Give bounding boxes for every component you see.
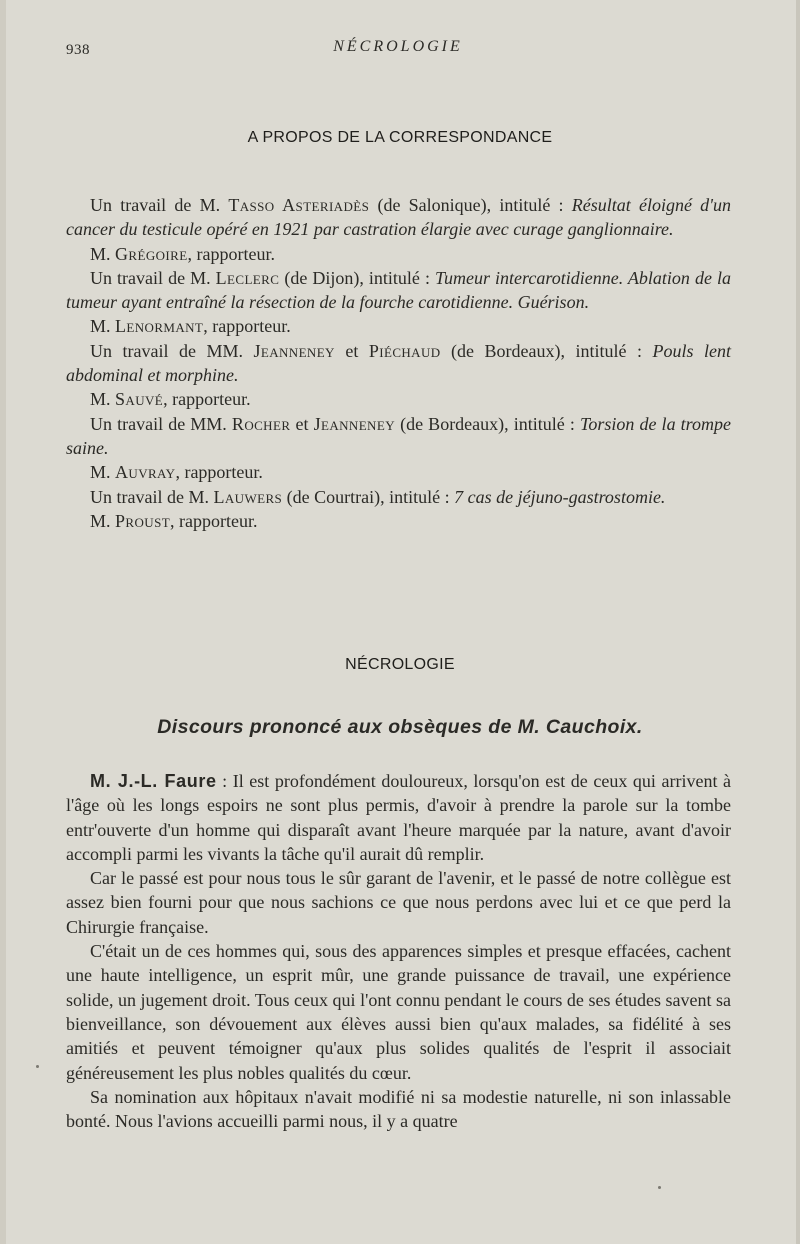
speaker-name: M. J.-L. Faure <box>90 771 217 791</box>
correspondance-list <box>66 193 731 533</box>
work-title: Tumeur intercarotidienne. Ablation de la tumeur ayant entraîné la résection de la fourche carotidienne. Guérison. <box>66 267 731 313</box>
margin-speck <box>658 1186 661 1189</box>
author-name: Jeanneney <box>253 340 335 361</box>
author-name: Lauwers <box>213 486 283 507</box>
page-number: 938 <box>66 42 90 58</box>
correspondance-heading: A PROPOS DE LA CORRESPONDANCE <box>247 129 553 146</box>
work-title: 7 cas de jéjuno-gastrostomie. <box>454 486 666 507</box>
correspondance-entry: Un travail de M. Leclerc (de Dijon), intitulé : Tumeur intercarotidienne. Ablation de la tumeur ayant entraîné la résection de la fourche carotidienne. Guérison. <box>66 267 731 313</box>
author-name: Piéchaud <box>368 340 441 361</box>
discours-body <box>66 769 731 1133</box>
rapporteur-line: M. Grégoire, rapporteur. <box>90 243 276 264</box>
rapporteur-name: Lenormant <box>115 316 204 337</box>
author-name: Rocher <box>231 413 291 434</box>
discours-paragraph: Car le passé est pour nous tous le sûr garant de l'avenir, et le passé de notre collègue est assez bien fourni pour que nous sachions ce que nous perdons avec lui et ce que perd la Chirurgie française. <box>66 868 731 937</box>
rapporteur-line: M. Auvray, rapporteur. <box>90 462 263 483</box>
author-name: Tasso Asteriadès <box>228 195 370 215</box>
necrologie-heading: NÉCROLOGIE <box>345 656 455 673</box>
page-edge-left <box>0 0 6 1244</box>
work-title: Torsion de la trompe saine. <box>66 413 731 458</box>
page-edge-right <box>796 0 800 1244</box>
rapporteur-line: M. Lenormant, rapporteur. <box>90 316 291 337</box>
author-name: Jeanneney <box>313 413 395 434</box>
work-title: Pouls lent abdominal et morphine. <box>66 340 732 386</box>
author-name: Leclerc <box>215 267 280 288</box>
rapporteur-name: Auvray <box>115 462 176 483</box>
work-title: Résultat éloigné d'un cancer du testicule opéré en 1921 par castration élargie avec curage ganglionnaire. <box>66 195 732 240</box>
discours-paragraph: C'était un de ces hommes qui, sous des apparences simples et presque effacées, cachent une haute intelligence, un esprit mûr, une grande puissance de travail, une expérience solide, un jugement droit. Tous ceux qui l'ont connu pendant le cours de ses études savent sa bienveillance, son dévouement aux élèves aussi bien qu'aux malades, sa fidélité à ses amitiés et peuvent témoigner qu'aux plus solides qualités de l'esprit il associait généreusement les plus nobles qualités du cœur. <box>66 941 731 1083</box>
running-head <box>66 36 730 62</box>
rapporteur-name: Proust <box>115 510 171 531</box>
rapporteur-name: Sauvé <box>115 389 164 410</box>
correspondance-entry: Un travail de MM. Rocher et Jeanneney (de Bordeaux), intitulé : Torsion de la trompe saine. <box>66 413 731 458</box>
margin-speck <box>36 1065 39 1068</box>
correspondance-entry: Un travail de M. Lauwers (de Courtrai), intitulé : 7 cas de jéjuno-gastrostomie. <box>90 486 666 507</box>
running-title: NÉCROLOGIE <box>333 38 463 55</box>
rapporteur-line: M. Sauvé, rapporteur. <box>90 389 251 410</box>
discours-paragraph: M. J.-L. Faure : Il est profondément douloureux, lorsqu'on est de ceux qui arrivent à l'âge où les longs espoirs ne sont plus permis, d'avoir à prendre la parole sur la tombe entr'ouverte d'un homme qui disparaît avant l'heure marquée par la nature, avant d'avoir accompli parmi les vivants la tâche qu'il aurait dû remplir. <box>66 771 732 864</box>
rapporteur-line: M. Proust, rapporteur. <box>90 510 258 531</box>
discours-paragraph: Sa nomination aux hôpitaux n'avait modifié ni sa modestie naturelle, ni son inlassable bonté. Nous l'avions accueilli parmi nous, il y a quatre <box>66 1086 731 1132</box>
discours-title: Discours prononcé aux obsèques de M. Cauchoix. <box>157 716 643 738</box>
correspondance-entry: Un travail de M. Tasso Asteriadès (de Salonique), intitulé : Résultat éloigné d'un cancer du testicule opéré en 1921 par castration élargie avec curage ganglionnaire. <box>66 195 732 240</box>
correspondance-entry: Un travail de MM. Jeanneney et Piéchaud (de Bordeaux), intitulé : Pouls lent abdominal et morphine. <box>66 340 732 386</box>
rapporteur-name: Grégoire <box>115 243 188 264</box>
